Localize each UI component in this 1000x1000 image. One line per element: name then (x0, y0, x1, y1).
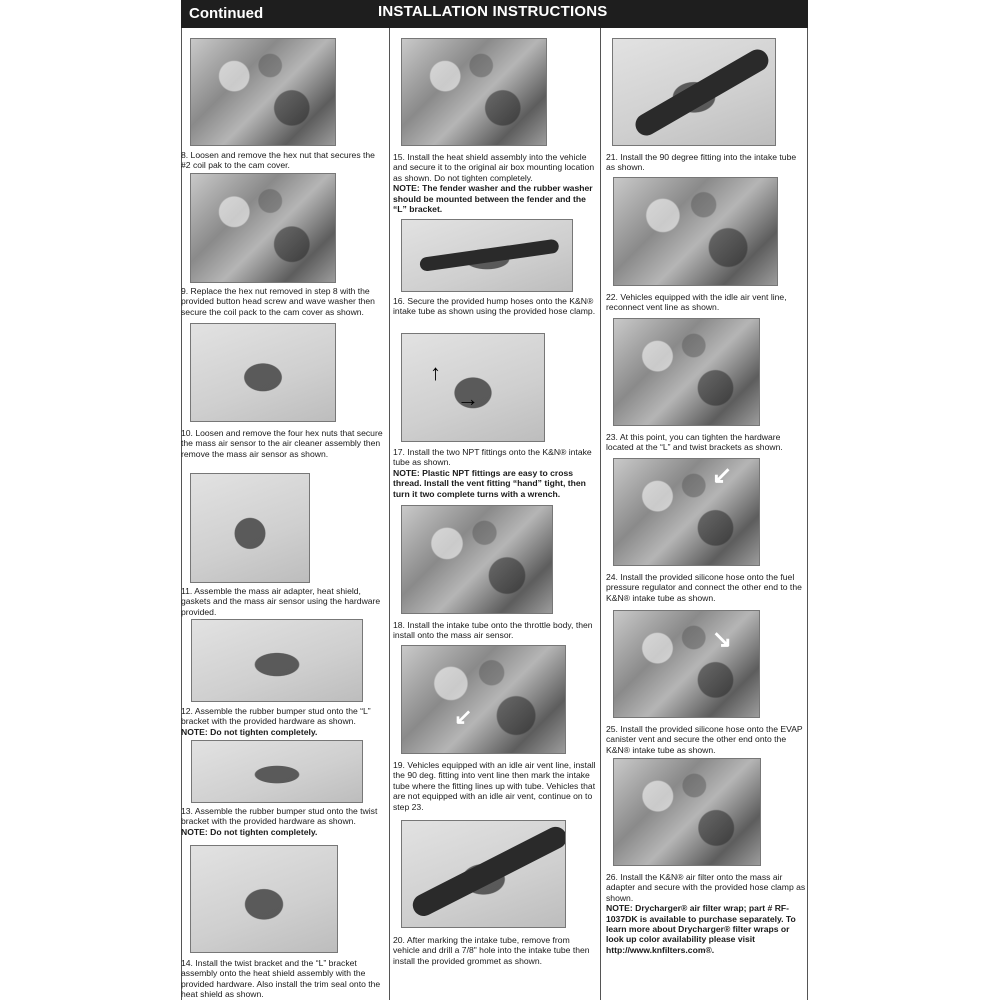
step-22-text: 22. Vehicles equipped with the idle air vent line, reconnect vent line as shown. (606, 292, 787, 313)
step-15-caption (393, 152, 597, 214)
step-22-photo (613, 177, 778, 286)
step-17-text: 17. Install the two NPT fittings onto the K&N® intake tube as shown. (393, 447, 592, 468)
step-17-caption (393, 447, 597, 499)
column-divider-right (600, 28, 601, 1000)
drilled-tube-shape (409, 823, 566, 920)
step-12-note: NOTE: Do not tighten completely. (181, 726, 318, 737)
step-23-text: 23. At this point, you can tighten the hardware located at the “L” and twist brackets as shown. (606, 432, 783, 453)
step-16-caption (393, 296, 597, 317)
page-title: INSTALLATION INSTRUCTIONS (378, 3, 608, 20)
step-8-photo (190, 38, 336, 146)
column-divider-outer (807, 28, 808, 1000)
step-13-caption (181, 806, 386, 837)
step-17-note: NOTE: Plastic NPT fittings are easy to cross thread. Install the vent fitting “hand” tight, then turn it two complete turns with a wrench. (393, 467, 586, 499)
step-10-caption (181, 428, 386, 459)
step-26-caption (606, 872, 806, 955)
step-19-caption (393, 760, 597, 812)
step-10-photo (190, 323, 336, 422)
step-17-photo (401, 333, 545, 442)
step-13-text: 13. Assemble the rubber bumper stud onto the twist bracket with the provided hardware as shown. (181, 806, 378, 827)
step-20-photo (401, 820, 566, 928)
step-19-text: 19. Vehicles equipped with an idle air vent line, install the 90 deg. fitting into vent line then mark the intake tube where the fitting lines up with tube. Vehicles that are not equipped with an idle air vent, continue on to step 23. (393, 760, 596, 812)
step-13-photo (191, 740, 363, 803)
step-18-photo (401, 505, 553, 614)
step-9-caption (181, 286, 386, 317)
continued-label: Continued (189, 5, 264, 22)
step-15-note: NOTE: The fender washer and the rubber washer should be mounted between the fender and the “L” bracket. (393, 183, 593, 215)
step-24-caption (606, 572, 806, 603)
column-divider-left (181, 28, 182, 1000)
step-16-photo (401, 219, 573, 292)
step-8-caption (181, 150, 386, 171)
step-21-text: 21. Install the 90 degree fitting into the intake tube as shown. (606, 152, 797, 173)
step-15-photo (401, 38, 547, 146)
intake-tube-90-shape (632, 45, 773, 139)
step-22-caption (606, 292, 806, 313)
step-23-photo (613, 318, 760, 426)
pointer-arrow-icon: ↙ (712, 626, 733, 653)
step-11-text: 11. Assemble the mass air adapter, heat shield, gaskets and the mass air sensor using the hardware provided. (181, 586, 381, 617)
step-25-photo (613, 610, 760, 718)
step-21-caption (606, 152, 806, 173)
step-20-caption (393, 935, 597, 966)
step-20-text: 20. After marking the intake tube, remove from vehicle and drill a 7/8" hole into the intake tube then install the provided grommet as shown. (393, 935, 590, 966)
step-24-photo (613, 458, 760, 566)
step-13-note: NOTE: Do not tighten completely. (181, 826, 318, 837)
step-14-photo (190, 845, 338, 953)
step-19-photo (401, 645, 566, 754)
step-11-caption (181, 586, 386, 617)
step-9-photo (190, 173, 336, 283)
step-25-text: 25. Install the provided silicone hose onto the EVAP canister vent and secure the other end onto the K&N® intake tube as shown. (606, 724, 803, 755)
step-15-text: 15. Install the heat shield assembly into the vehicle and secure it to the original air box mounting location as shown. Do not tighten completely. (393, 152, 595, 183)
intake-tube-shape (419, 239, 560, 272)
step-9-text: 9. Replace the hex nut removed in step 8 with the provided button head screw and wave washer then secure the coil pack to the cam cover as shown. (181, 286, 375, 317)
step-12-text: 12. Assemble the rubber bumper stud onto the “L” bracket with the provided hardware as shown. (181, 706, 371, 727)
step-18-text: 18. Install the intake tube onto the throttle body, then install onto the mass air sensor. (393, 620, 593, 641)
step-21-photo (612, 38, 776, 146)
step-14-caption (181, 958, 386, 1000)
step-18-caption (393, 620, 597, 641)
step-11-photo (190, 473, 310, 583)
page-header (181, 0, 808, 28)
step-26-note: NOTE: Drycharger® air filter wrap; part # RF-1037DK is available to purchase separately. To learn more about Drycharger® filter wraps or look up color availability please visit http://www.knfilters.com®. (606, 903, 796, 955)
step-14-text: 14. Install the twist bracket and the “L” bracket assembly onto the heat shield assembly with the provided hardware. Also install the trim seal onto the heat shield as shown. (181, 958, 381, 1000)
step-16-text: 16. Secure the provided hump hoses onto the K&N® intake tube as shown using the provided hose clamp. (393, 296, 596, 317)
column-divider-middle (389, 28, 390, 1000)
step-26-text: 26. Install the K&N® air filter onto the mass air adapter and secure with the provided hose clamp as shown. (606, 872, 806, 903)
step-12-caption (181, 706, 386, 737)
up-arrow-icon: ↑ (430, 360, 441, 385)
right-arrow-icon: → (457, 386, 479, 411)
step-25-caption (606, 724, 806, 755)
step-10-text: 10. Loosen and remove the four hex nuts that secure the mass air sensor to the air cleaner assembly then remove the mass air sensor as shown. (181, 428, 383, 459)
step-26-photo (613, 758, 761, 866)
step-12-photo (191, 619, 363, 702)
step-24-text: 24. Install the provided silicone hose onto the fuel pressure regulator and connect the other end to the K&N® intake tube as shown. (606, 572, 802, 603)
step-23-caption (606, 432, 806, 453)
step-8-text: 8. Loosen and remove the hex nut that secures the #2 coil pak to the cam cover. (181, 150, 375, 171)
pointer-arrow-icon: ↙ (454, 704, 473, 729)
pointer-arrow-icon: ↙ (712, 462, 733, 489)
